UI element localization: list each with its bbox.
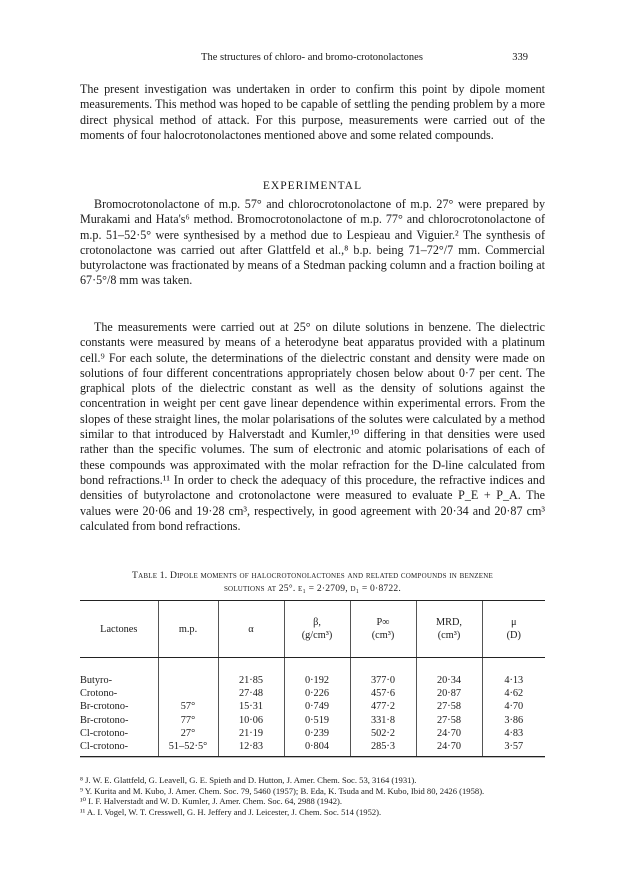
col-mu	[482, 601, 545, 658]
table-row	[80, 740, 545, 757]
cell-mp: 51–52·5°	[158, 740, 218, 757]
col-mu-unit: (D)	[506, 630, 521, 641]
cell-lactone: Br-crotono-	[80, 714, 129, 726]
cell-lactone: Cl-crotono-	[80, 740, 158, 757]
cell-mp: 27°	[158, 727, 218, 740]
table-spacer-row	[80, 658, 545, 675]
cell-lactone: Cl-crotono-	[80, 727, 129, 739]
col-mu-label: μ	[510, 617, 517, 628]
cell-mp: 57°	[158, 700, 218, 713]
footnote-9: ⁹ Y. Kurita and M. Kubo, J. Amer. Chem. Soc. 79, 5460 (1957); B. Eda, K. Tsuda and M. Kubo, Ibid 80, 2426 (1958).	[80, 785, 485, 796]
experimental-paragraph-1: Bromocrotonolactone of m.p. 57° and chlorocrotonolactone of m.p. 27° were prepared by Murakami and Hata's⁶ method. Bromocrotonolactone of m.p. 77° and chlorocrotonolactone of m.p. 51–52·5° were synthesised by a method due to Lespieau and Viguier.² The synthesis of crotonolactone was carried out after Glattfeld et al.,⁸ b.p. being 71–72°/7 mm. Commercial butyrolactone was fractionated by means of a Stedman packing column and a fraction boiling at 67·5°/8 mm was taken.	[80, 197, 545, 288]
cell-lactone: Br-crotono-	[80, 701, 129, 713]
cell-beta: 0·226	[284, 687, 350, 700]
cell-beta: 0·519	[284, 714, 350, 727]
cell-mp	[158, 687, 218, 700]
table-header-row	[80, 601, 545, 658]
footnote-divider	[80, 757, 545, 758]
cell-mrd: 20·87	[416, 687, 482, 700]
cell-beta: 0·192	[284, 674, 350, 687]
cell-mrd: 27·58	[416, 714, 482, 727]
cell-beta: 0·804	[284, 740, 350, 757]
dipole-moment-table	[80, 600, 545, 757]
section-heading: EXPERIMENTAL	[262, 180, 363, 192]
footnote-8: ⁸ J. W. E. Glattfeld, G. Leavell, G. E. Spieth and D. Hutton, J. Amer. Chem. Soc. 53, 3164 (1931).	[80, 775, 417, 785]
cell-mu: 4·70	[482, 700, 545, 713]
cell-mrd: 27·58	[416, 700, 482, 713]
page-number: 339	[512, 52, 528, 63]
table-row	[80, 700, 545, 713]
cell-lactone: Crotono-	[80, 688, 118, 700]
col-lactones: Lactones	[80, 601, 158, 658]
cell-beta: 0·239	[284, 727, 350, 740]
cell-mu: 4·83	[482, 727, 545, 740]
cell-p-inf: 502·2	[350, 727, 416, 740]
cell-p-inf: 377·0	[350, 674, 416, 687]
cell-p-inf: 457·6	[350, 687, 416, 700]
cell-alpha: 15·31	[218, 700, 284, 713]
cell-mp: 77°	[158, 714, 218, 727]
cell-mrd: 20·34	[416, 674, 482, 687]
col-p-inf-unit: (cm³)	[371, 630, 395, 641]
col-beta-label: β,	[313, 617, 321, 628]
cell-mu: 3·86	[482, 714, 545, 727]
cell-alpha: 12·83	[218, 740, 284, 757]
table-row	[80, 714, 545, 727]
cell-beta: 0·749	[284, 700, 350, 713]
cell-alpha: 27·48	[218, 687, 284, 700]
cell-mp	[158, 674, 218, 687]
col-mrd-unit: (cm³)	[437, 630, 461, 641]
running-title: The structures of chloro- and bromo-crotonolactones	[201, 52, 423, 63]
table-row	[80, 674, 545, 687]
cell-lactone: Butyro-	[80, 675, 113, 687]
cell-mrd: 24·70	[416, 740, 482, 757]
cell-p-inf: 331·8	[350, 714, 416, 727]
col-beta-unit: (g/cm³)	[301, 630, 333, 641]
col-mrd	[416, 601, 482, 658]
table-row	[80, 727, 545, 740]
table-caption-line-1: Table 1. Dipole moments of halocrotonolactones and related compounds in benzene	[132, 570, 493, 581]
col-p-inf	[350, 601, 416, 658]
table-row	[80, 687, 545, 700]
cell-mrd: 24·70	[416, 727, 482, 740]
cell-p-inf: 477·2	[350, 700, 416, 713]
footnote-10: ¹⁰ I. F. Halverstadt and W. D. Kumler, J. Amer. Chem. Soc. 64, 2988 (1942).	[80, 796, 343, 807]
cell-alpha: 10·06	[218, 714, 284, 727]
cell-p-inf: 285·3	[350, 740, 416, 757]
cell-mu: 3·57	[482, 740, 545, 757]
cell-alpha: 21·19	[218, 727, 284, 740]
col-alpha: α	[218, 601, 284, 658]
col-beta	[284, 601, 350, 658]
cell-alpha: 21·85	[218, 674, 284, 687]
table-caption	[80, 569, 545, 595]
col-p-inf-label: P∞	[376, 617, 390, 628]
col-mp: m.p.	[158, 601, 218, 658]
running-header	[96, 52, 528, 66]
col-mrd-label: MRD,	[435, 617, 463, 628]
experimental-paragraph-2: The measurements were carried out at 25° on dilute solutions in benzene. The dielectric constants were measured by means of a heterodyne beat apparatus provided with a platinum cell.⁹ For each solute, the determinations of the dielectric constant and density were made on solutions of four different concentrations appropriately chosen below about 0·7 per cent. The graphical plots of the dielectric constant as well as the density of solutions against the concentration in weight per cent gave linear dependence within experimental errors. From the slopes of these straight lines, the molar polarisations of the solutes were calculated by a method similar to that introduced by Halverstadt and Kumler,¹⁰ differing in that densities were used rather than the specific volumes. The sum of electronic and atomic polarisations of each of these compounds was approximated with the molar refraction for the D-line calculated from bond refractions.¹¹ In order to check the adequacy of this procedure, the refractive indices and densities of butyrolactone and crotonolactone were measured to evaluate P_E + P_A. The values were 20·06 and 19·28 cm³, respectively, in good agreement with 20·34 and 20·87 cm³ calculated from bond refractions.	[80, 320, 545, 533]
cell-mu: 4·13	[482, 674, 545, 687]
table-caption-line-2: solutions at 25°. ε₁ = 2·2709, d₁ = 0·8722.	[223, 583, 402, 594]
footnote-11: ¹¹ A. I. Vogel, W. T. Cresswell, G. H. Jeffery and J. Leicester, J. Chem. Soc. 514 (1952).	[80, 806, 382, 817]
cell-mu: 4·62	[482, 687, 545, 700]
intro-paragraph: The present investigation was undertaken in order to confirm this point by dipole moment measurements. This method was hoped to be capable of settling the pending problem by a more direct physical method of attack. For this purpose, measurements were carried out of the moments of four halocrotonolactones mentioned above and some related compounds.	[80, 82, 545, 142]
footnotes	[80, 775, 545, 817]
